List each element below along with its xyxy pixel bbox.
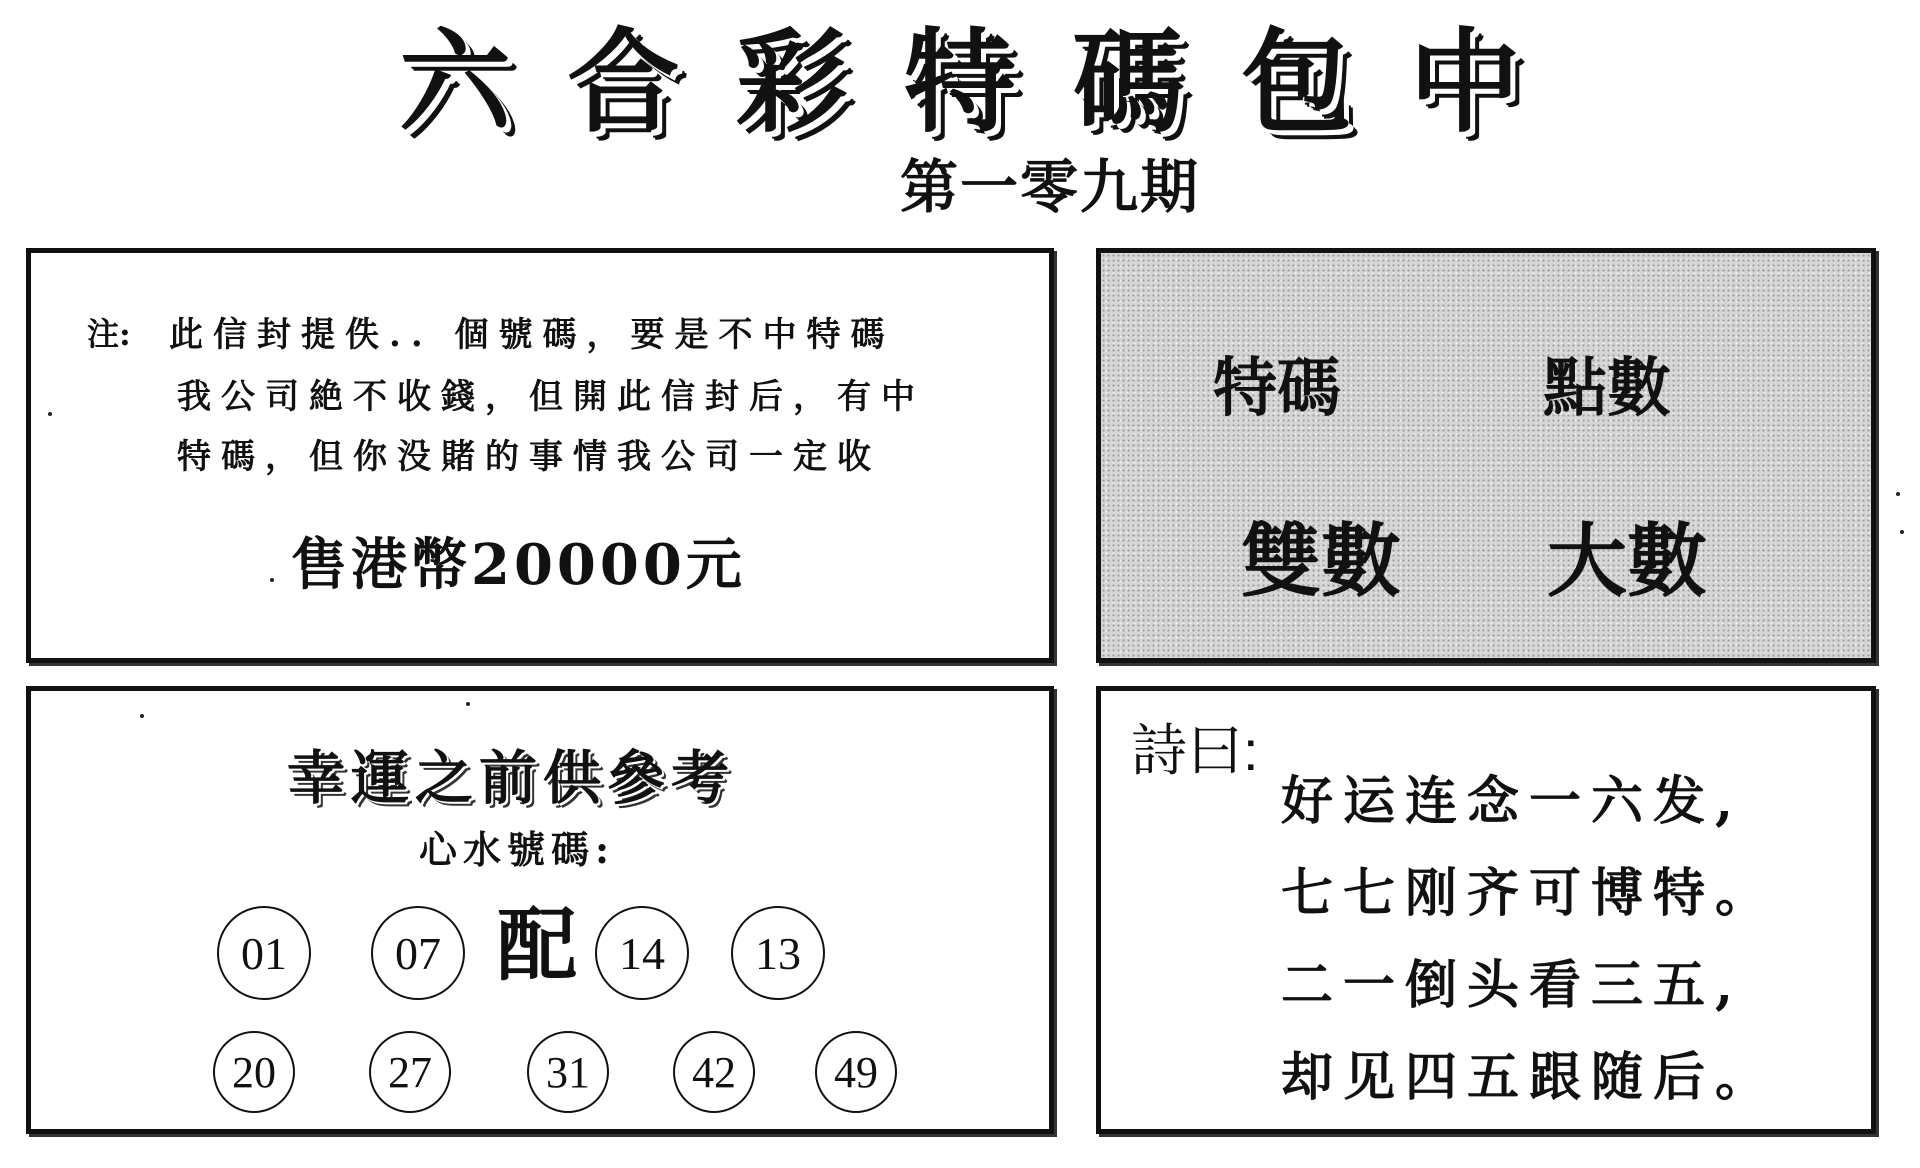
title-char: 碼 [1072,16,1185,148]
notice-line: 我公司絶不收錢，但開此信封后，有中 [177,377,925,417]
lucky-subtitle: 心水號碼: [419,827,616,872]
title-char: 彩 [735,16,848,148]
poem-box [1096,686,1876,1134]
poem-label: 詩曰: [1131,719,1259,782]
special-item: 雙數 [1241,514,1401,608]
number-ball: 27 [369,1031,451,1113]
number-ball: 01 [217,906,311,1000]
notice-label: 注: [87,315,131,353]
special-item: 特碼 [1213,351,1341,426]
special-item: 點數 [1543,351,1671,426]
scan-speck [140,714,144,718]
scan-speck [466,702,470,706]
poem-line: 二一倒头看三五, [1281,955,1744,1016]
title-char: 中 [1408,16,1521,148]
notice-line: 特碼，但你没賭的事情我公司一定收 [177,437,881,477]
notice-box [26,248,1054,663]
poem-line: 七七刚齐可博特。 [1281,863,1778,924]
scan-speck [48,412,52,416]
number-ball: 31 [527,1031,609,1113]
lucky-numbers-box [26,686,1054,1134]
pair-label: 配 [497,898,577,992]
title-char: 六 [399,16,511,148]
number-ball: 49 [815,1031,897,1113]
title-char: 包 [1240,16,1353,148]
number-ball: 13 [731,906,825,1000]
number-ball: 07 [371,906,465,1000]
issue-number: 第一零九期 [899,153,1200,221]
number-ball: 42 [673,1031,755,1113]
price-text: 售港幣20000元 [291,532,746,598]
title-char: 特 [903,16,1016,148]
special-item: 大數 [1547,514,1707,608]
notice-line: 此信封提佚.. 個號碼，要是不中特碼 [169,315,895,355]
poem-line: 好运连念一六发, [1281,771,1744,832]
lucky-title: 幸運之前供參考 [287,744,736,812]
title-char: 合 [567,16,680,148]
scan-speck [1896,492,1900,496]
special-attributes-box [1096,248,1876,663]
scan-speck [1900,530,1904,534]
poem-line: 却见四五跟随后。 [1281,1047,1778,1108]
number-ball: 14 [595,906,689,1000]
number-ball: 20 [213,1031,295,1113]
scan-speck [270,578,274,582]
main-title [380,8,1540,148]
